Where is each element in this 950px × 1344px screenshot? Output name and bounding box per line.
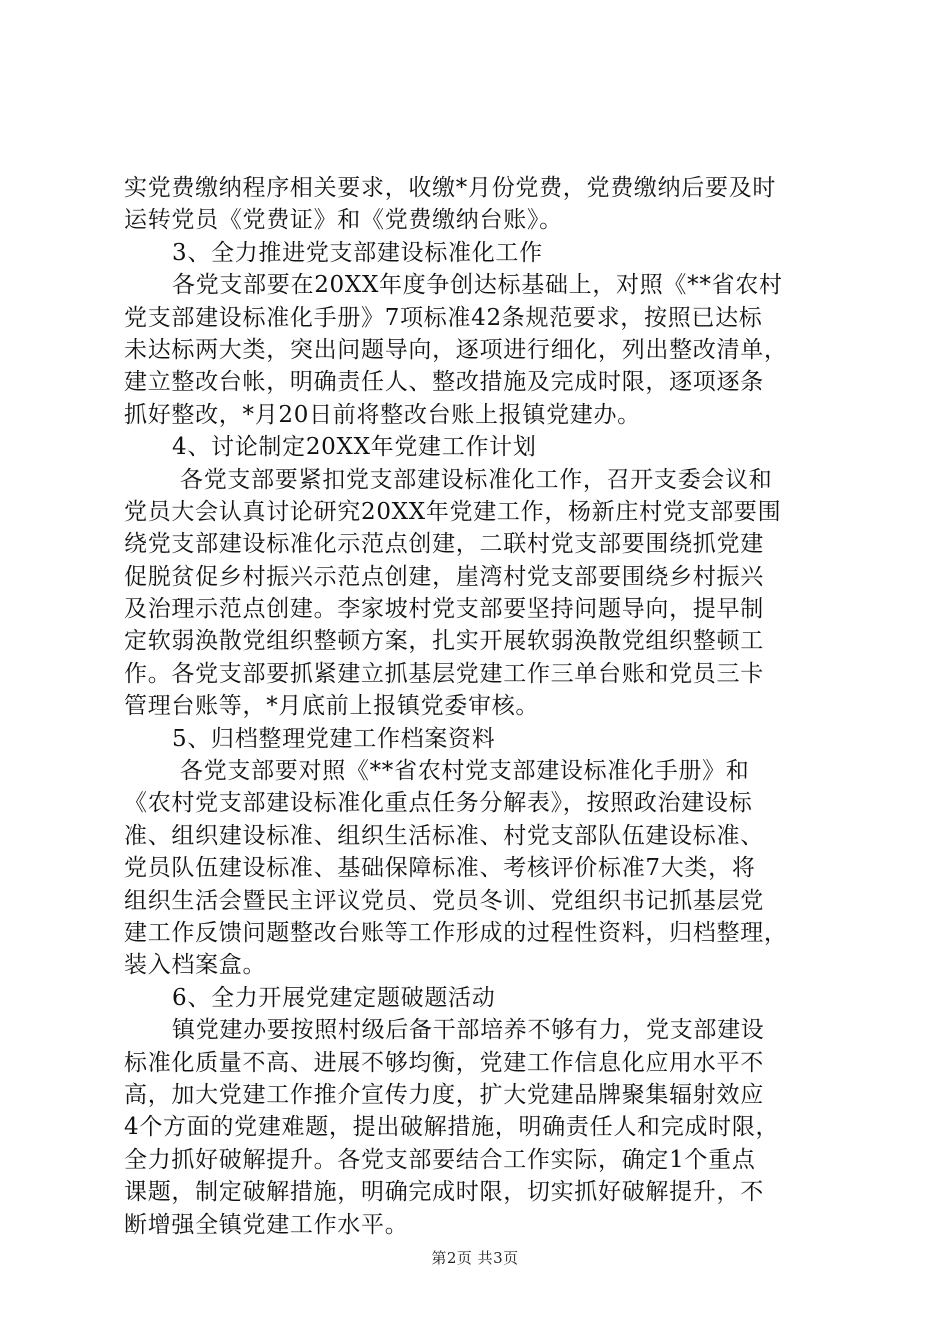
section-heading: 4、讨论制定20XX年党建工作计划 xyxy=(172,434,537,461)
text-line: 运转党员《党费证》和《党费缴纳台账》。 xyxy=(124,207,563,234)
text-line: 党支部建设标准化手册》7项标准42条规范要求，按照已达标 xyxy=(124,304,763,331)
text-line: 《农村党支部建设标准化重点任务分解表》，按照政治建设标 xyxy=(124,790,753,817)
text-line: 促脱贫促乡村振兴示范点创建，崖湾村党支部要围绕乡村振兴 xyxy=(124,563,764,590)
text-line: 全力抓好破解提升。各党支部要结合工作实际，确定1个重点 xyxy=(124,1146,756,1173)
text-line: 装入档案盒。 xyxy=(124,952,267,979)
text-line: 组织生活会暨民主评议党员、党员冬训、党组织书记抓基层党 xyxy=(124,887,764,914)
text-line: 抓好整改，*月20日前将整改台账上报镇党建办。 xyxy=(124,401,641,428)
text-line: 高，加大党建工作推介宣传力度，扩大党建品牌聚集辐射效应 xyxy=(124,1081,764,1108)
text-line: 党员队伍建设标准、基础保障标准、考核评价标准7大类，将 xyxy=(124,855,756,882)
text-line: 作。各党支部要抓紧建立抓基层党建工作三单台账和党员三卡 xyxy=(124,660,764,687)
text-line: 党员大会认真讨论研究20XX年党建工作，杨新庄村党支部要围 xyxy=(124,498,782,525)
text-line: 课题，制定破解措施，明确完成时限，切实抓好破解提升，不 xyxy=(124,1179,764,1206)
text-line: 定软弱涣散党组织整顿方案，扎实开展软弱涣散党组织整顿工 xyxy=(124,628,764,655)
section-heading: 6、全力开展党建定题破题活动 xyxy=(172,984,496,1011)
text-line: 建立整改台帐，明确责任人、整改措施及完成时限，逐项逐条 xyxy=(124,369,764,396)
text-line: 建工作反馈问题整改台账等工作形成的过程性资料，归档整理， xyxy=(124,919,788,946)
text-line: 准、组织建设标准、组织生活标准、村党支部队伍建设标准、 xyxy=(124,822,764,849)
document-body xyxy=(124,172,854,1241)
text-line: 各党支部要对照《**省农村党支部建设标准化手册》和 xyxy=(180,758,750,785)
text-line: 实党费缴纳程序相关要求，收缴*月份党费，党费缴纳后要及时 xyxy=(124,175,777,201)
section-heading: 5、归档整理党建工作档案资料 xyxy=(172,725,496,752)
text-line: 各党支部要紧扣党支部建设标准化工作，召开支委会议和 xyxy=(180,466,773,493)
text-line: 4个方面的党建难题，提出破解措施，明确责任人和完成时限， xyxy=(124,1114,780,1141)
text-line: 未达标两大类，突出问题导向，逐项进行细化，列出整改清单， xyxy=(124,336,788,363)
text-line: 绕党支部建设标准化示范点创建，二联村党支部要围绕抓党建 xyxy=(124,531,764,558)
text-line: 断增强全镇党建工作水平。 xyxy=(124,1211,409,1238)
text-line: 管理台账等，*月底前上报镇党委审核。 xyxy=(124,693,540,720)
text-line: 及治理示范点创建。李家坡村党支部要坚持问题导向，提早制 xyxy=(124,596,764,623)
text-line: 标准化质量不高、进展不够均衡，党建工作信息化应用水平不 xyxy=(124,1049,764,1076)
section-heading: 3、全力推进党支部建设标准化工作 xyxy=(172,239,543,266)
text-line: 镇党建办要按照村级后备干部培养不够有力，党支部建设 xyxy=(172,1017,765,1044)
page-number-footer: 第2页 共3页 xyxy=(431,1249,519,1267)
text-line: 各党支部要在20XX年度争创达标基础上，对照《**省农村 xyxy=(172,272,783,299)
